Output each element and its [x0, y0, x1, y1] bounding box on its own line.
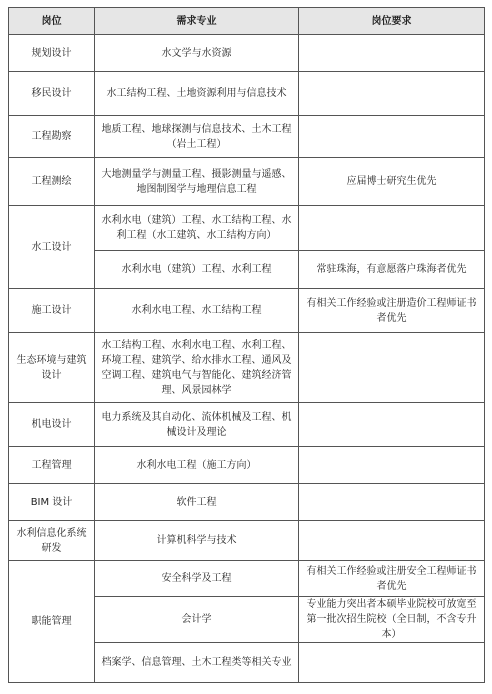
table-row — [9, 289, 485, 333]
header-post: 岗位 — [9, 8, 95, 35]
post-cell: 工程测绘 — [9, 158, 95, 206]
requirement-cell — [299, 643, 485, 683]
majors-cell: 水利水电（建筑）工程、水利工程 — [95, 251, 299, 289]
table-row — [9, 158, 485, 206]
majors-cell: 水工结构工程、水利水电工程、水利工程、环境工程、建筑学、给水排水工程、通风及空调工程、建筑电气与智能化、建筑经济管理、风景园林学 — [95, 333, 299, 403]
majors-cell: 大地测量学与测量工程、摄影测量与遥感、地图制图学与地理信息工程 — [95, 158, 299, 206]
requirement-cell: 有相关工作经验或注册造价工程师证书者优先 — [299, 289, 485, 333]
table-row — [9, 35, 485, 72]
post-cell: 机电设计 — [9, 403, 95, 447]
post-cell: 职能管理 — [9, 561, 95, 683]
post-cell: 规划设计 — [9, 35, 95, 72]
table-row — [9, 116, 485, 158]
majors-cell: 计算机科学与技术 — [95, 521, 299, 561]
requirement-cell: 常驻珠海，有意愿落户珠海者优先 — [299, 251, 485, 289]
majors-cell: 水工结构工程、土地资源利用与信息技术 — [95, 72, 299, 116]
table-row — [9, 403, 485, 447]
majors-cell: 水文学与水资源 — [95, 35, 299, 72]
post-cell: 水工设计 — [9, 206, 95, 289]
post-cell: 工程勘察 — [9, 116, 95, 158]
requirement-cell: 有相关工作经验或注册安全工程师证书者优先 — [299, 561, 485, 597]
table-row — [9, 447, 485, 484]
majors-cell: 电力系统及其自动化、流体机械及工程、机械设计及理论 — [95, 403, 299, 447]
requirement-cell — [299, 484, 485, 521]
majors-cell: 安全科学及工程 — [95, 561, 299, 597]
requirement-cell — [299, 72, 485, 116]
requirement-cell — [299, 447, 485, 484]
table-body — [9, 35, 485, 683]
requirement-cell: 专业能力突出者本硕毕业院校可放宽至第一批次招生院校（全日制，不含专升本） — [299, 597, 485, 643]
requirement-cell — [299, 333, 485, 403]
majors-cell: 会计学 — [95, 597, 299, 643]
header-requirements: 岗位要求 — [299, 8, 485, 35]
table-row — [9, 206, 485, 251]
post-cell: 生态环境与建筑设计 — [9, 333, 95, 403]
requirement-cell — [299, 403, 485, 447]
requirement-cell — [299, 206, 485, 251]
table-header — [9, 8, 485, 35]
requirement-cell — [299, 35, 485, 72]
table-row — [9, 561, 485, 597]
post-cell: 水利信息化系统研发 — [9, 521, 95, 561]
majors-cell: 水利水电工程（施工方向） — [95, 447, 299, 484]
table-row — [9, 521, 485, 561]
requirement-cell — [299, 521, 485, 561]
post-cell: 移民设计 — [9, 72, 95, 116]
majors-cell: 地质工程、地球探测与信息技术、土木工程（岩土工程） — [95, 116, 299, 158]
majors-cell: 软件工程 — [95, 484, 299, 521]
post-cell: BIM 设计 — [9, 484, 95, 521]
post-cell: 施工设计 — [9, 289, 95, 333]
table-row — [9, 333, 485, 403]
header-majors: 需求专业 — [95, 8, 299, 35]
majors-cell: 档案学、信息管理、土木工程类等相关专业 — [95, 643, 299, 683]
majors-cell: 水利水电工程、水工结构工程 — [95, 289, 299, 333]
requirement-cell: 应届博士研究生优先 — [299, 158, 485, 206]
table-row — [9, 72, 485, 116]
majors-cell: 水利水电（建筑）工程、水工结构工程、水利工程（水工建筑、水工结构方向） — [95, 206, 299, 251]
table-row — [9, 484, 485, 521]
recruitment-table — [8, 7, 485, 683]
requirement-cell — [299, 116, 485, 158]
header-row — [9, 8, 485, 35]
post-cell: 工程管理 — [9, 447, 95, 484]
